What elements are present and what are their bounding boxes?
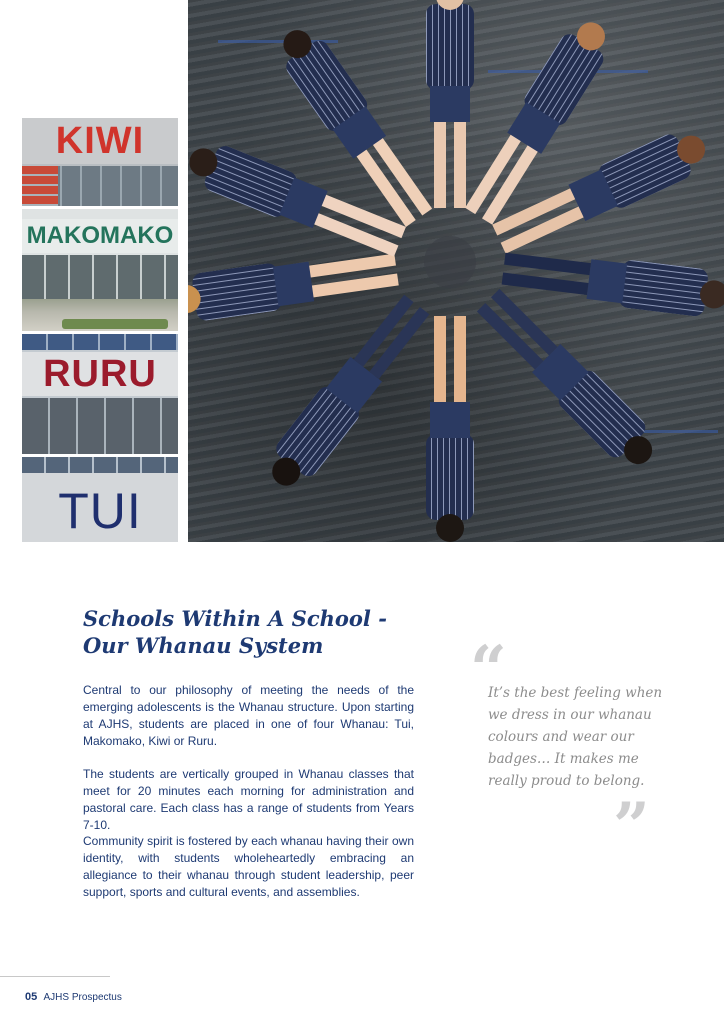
open-quote-icon: “	[470, 632, 507, 707]
kiwi-building-photo	[22, 118, 178, 206]
students-circle-photo	[188, 0, 724, 542]
makomako-sign-text: MAKOMAKO	[26, 222, 174, 249]
page-footer	[25, 991, 122, 1003]
tui-sign-text: TUI	[58, 483, 142, 539]
title-line-1: Schools Within A School -	[83, 606, 387, 631]
publication-name: AJHS Prospectus	[43, 992, 122, 1003]
body-paragraph: Central to our philosophy of meeting the needs of the emerging adolescents is the Whanau structure. Upon starting at AJHS, students are placed in one of four Whanau: Tui, Makomako, Kiwi or Ruru.	[83, 683, 414, 748]
footer-divider	[0, 976, 110, 977]
tui-building-photo	[22, 457, 178, 542]
ruru-building-photo	[22, 334, 178, 454]
pull-quote: It’s the best feeling when we dress in our whanau colours and wear our badges… It makes me really proud to belong.	[488, 685, 663, 789]
close-quote-icon: ”	[613, 789, 650, 864]
makomako-building-photo	[22, 209, 178, 331]
section-title	[83, 605, 413, 659]
page-number: 05	[25, 991, 38, 1003]
title-line-2: Our Whanau System	[83, 633, 324, 658]
kiwi-sign-text: KIWI	[55, 120, 145, 162]
ruru-sign-text: RURU	[43, 353, 157, 395]
body-paragraph: Community spirit is fostered by each whanau having their own identity, with students wholeheartedly embracing an allegiance to their whanau through student leadership, peer support, sports and cultural events, and assemblies.	[83, 834, 414, 899]
body-paragraph: The students are vertically grouped in Whanau classes that meet for 20 minutes each morning for administration and pastoral care. Each class has a range of students from Years 7-10.	[83, 767, 414, 832]
students-illustration	[188, 0, 724, 542]
